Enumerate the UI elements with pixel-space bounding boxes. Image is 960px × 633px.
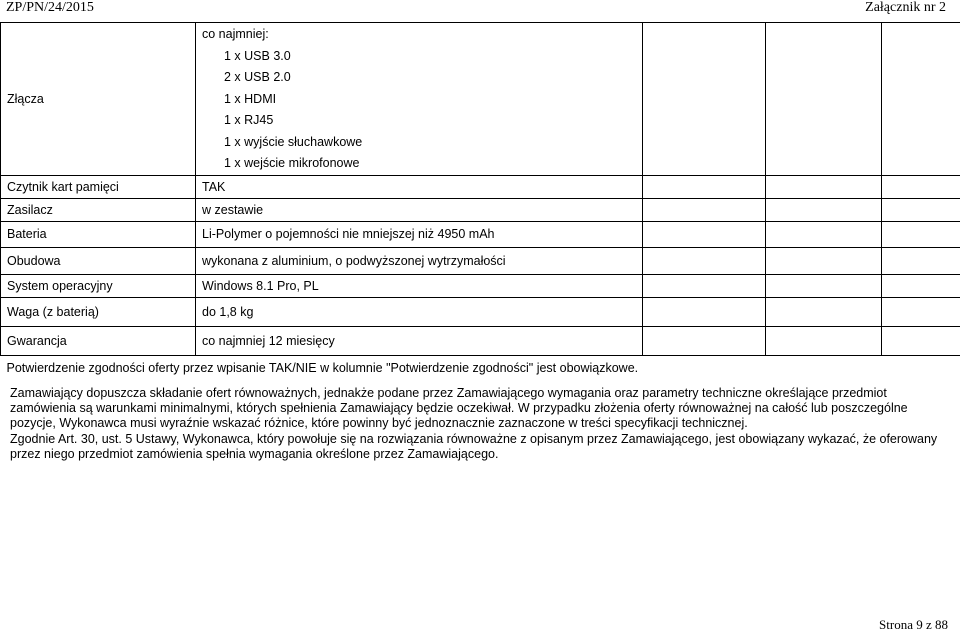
empty-cell[interactable]: [882, 198, 960, 221]
empty-cell[interactable]: [766, 23, 882, 176]
empty-cell[interactable]: [882, 247, 960, 274]
list-item: 2 x USB 2.0: [224, 70, 291, 84]
table-row: [1, 198, 960, 221]
empty-cell[interactable]: [766, 221, 882, 247]
row-value-czytnik: TAK: [196, 175, 643, 198]
table-row: [1, 297, 960, 326]
legal-basis-paragraph: Zgodnie Art. 30, ust. 5 Ustawy, Wykonawca, który powołuje się na rozwiązania równoważne z opisanym przez Zamawiającego, jest obowiązany wykazać, że oferowany przez niego przedmiot zamówienia spełnia wymagania określone przez Zamawiającego.: [10, 432, 938, 461]
empty-cell[interactable]: [882, 221, 960, 247]
empty-cell[interactable]: [643, 274, 766, 297]
row-label-waga: Waga (z baterią): [1, 297, 196, 326]
empty-cell[interactable]: [643, 326, 766, 355]
list-item: 1 x USB 3.0: [224, 48, 291, 63]
empty-cell[interactable]: [766, 198, 882, 221]
row-value-system: Windows 8.1 Pro, PL: [196, 274, 643, 297]
row-label-gwarancja: Gwarancja: [1, 326, 196, 355]
row-value-obudowa: wykonana z aluminium, o podwyższonej wytrzymałości: [196, 247, 643, 274]
empty-cell[interactable]: [766, 297, 882, 326]
list-item: 1 x wejście mikrofonowe: [224, 156, 360, 170]
empty-cell[interactable]: [766, 326, 882, 355]
table-row: [1, 326, 960, 355]
row-value-zlacza: [196, 23, 643, 176]
list-item: co najmniej:: [202, 27, 269, 41]
row-label-zlacza: Złącza: [1, 23, 196, 176]
empty-cell[interactable]: [643, 297, 766, 326]
table-row: [1, 221, 960, 247]
row-label-czytnik: Czytnik kart pamięci: [1, 175, 196, 198]
row-label-bateria: Bateria: [1, 221, 196, 247]
list-item: 1 x wyjście słuchawkowe: [224, 134, 363, 149]
row-label-system: System operacyjny: [1, 274, 196, 297]
empty-cell[interactable]: [766, 175, 882, 198]
row-label-obudowa: Obudowa: [1, 247, 196, 274]
empty-cell[interactable]: [766, 247, 882, 274]
list-item: 1 x HDMI: [224, 91, 277, 106]
empty-cell[interactable]: [882, 326, 960, 355]
list-item: 1 x RJ45: [224, 113, 274, 127]
row-value-zasilacz: w zestawie: [196, 198, 643, 221]
empty-cell[interactable]: [643, 221, 766, 247]
table-row: [1, 175, 960, 198]
confirmation-note: Potwierdzenie zgodności oferty przez wpisanie TAK/NIE w kolumnie "Potwierdzenie zgodności" jest obowiązkowe.: [6, 360, 639, 375]
connectors-list: [202, 23, 638, 175]
document-reference: ZP/PN/24/2015: [6, 0, 94, 15]
empty-cell[interactable]: [882, 297, 960, 326]
empty-cell[interactable]: [766, 274, 882, 297]
empty-cell[interactable]: [643, 247, 766, 274]
empty-cell[interactable]: [882, 175, 960, 198]
empty-cell[interactable]: [643, 175, 766, 198]
specification-table: [0, 22, 960, 380]
table-row: [1, 23, 960, 176]
table-row: [1, 274, 960, 297]
empty-cell[interactable]: [643, 198, 766, 221]
empty-cell[interactable]: [882, 274, 960, 297]
row-value-waga: do 1,8 kg: [196, 297, 643, 326]
row-value-bateria: Li-Polymer o pojemności nie mniejszej niż 4950 mAh: [196, 221, 643, 247]
empty-cell[interactable]: [882, 23, 960, 176]
table-row: [1, 247, 960, 274]
attachment-number: Załącznik nr 2: [865, 0, 946, 15]
empty-cell[interactable]: [643, 23, 766, 176]
table-row: [1, 355, 960, 380]
row-value-gwarancja: co najmniej 12 miesięcy: [196, 326, 643, 355]
equivalence-paragraph: Zamawiający dopuszcza składanie ofert równoważnych, jednakże podane przez Zamawiającego wymagania oraz parametry techniczne określające przedmiot zamówienia są warunkami minimalnymi, których spełnienia Zamawiający będzie oczekiwał. W przypadku złożenia oferty równoważnej na całość lub poszczególne pozycje, Wykonawca musi wyraźnie wskazać różnice, które powinny być jednoznacznie zaznaczone w treści specyfikacji technicznej.: [10, 386, 908, 430]
row-label-zasilacz: Zasilacz: [1, 198, 196, 221]
page-number: Strona 9 z 88: [879, 617, 948, 632]
